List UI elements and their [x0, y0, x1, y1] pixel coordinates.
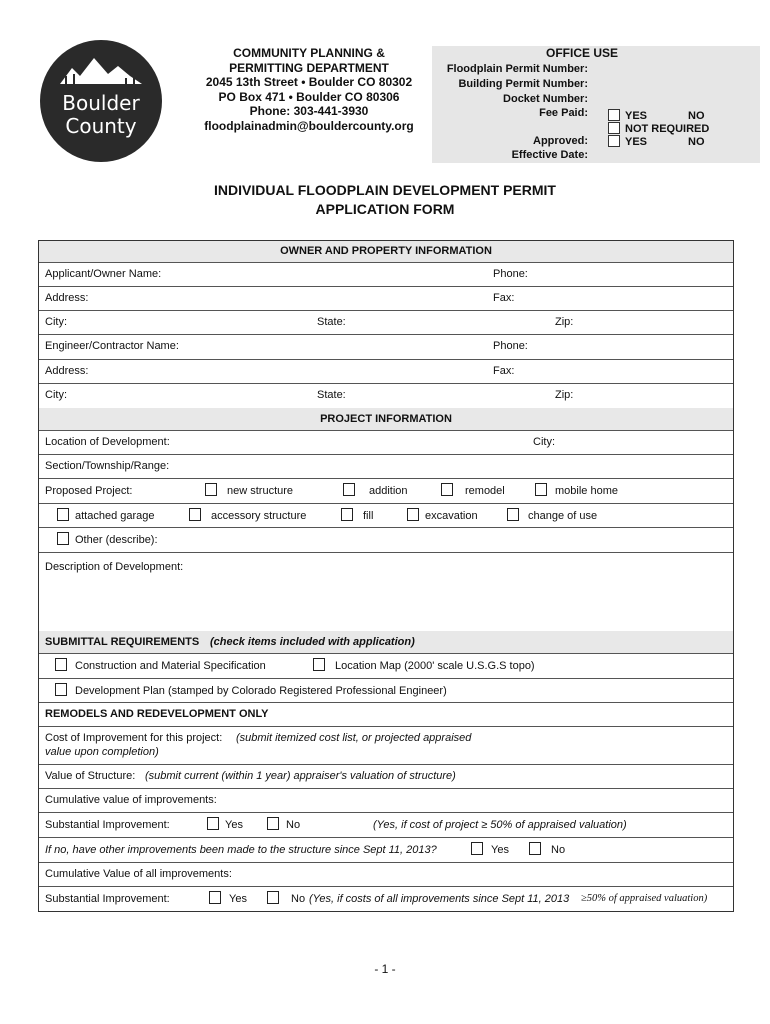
engineer-zip-label: Zip: — [555, 389, 574, 401]
substantial-row — [39, 812, 733, 838]
submittal-header — [39, 631, 733, 654]
page-number: - 1 - — [374, 962, 396, 976]
submittal-note: (check items included with application) — [210, 636, 415, 648]
cumulative-row[interactable] — [39, 788, 733, 813]
submittal-row-2 — [39, 678, 733, 703]
logo-text-boulder: Boulder — [62, 91, 140, 115]
other-improvements-no-label: No — [551, 844, 566, 856]
location-map-checkbox[interactable] — [313, 658, 325, 671]
address-label: Address: — [45, 292, 89, 304]
logo-text-county: County — [65, 114, 137, 138]
city-label: City: — [45, 316, 67, 328]
mobile-home-checkbox[interactable] — [535, 483, 547, 496]
engineer-city-label: City: — [45, 389, 67, 401]
approved-yes-label: YES — [625, 136, 648, 148]
boulder-county-logo — [40, 40, 162, 162]
form-title-line2: APPLICATION FORM — [315, 201, 455, 217]
other-improvements-no-checkbox[interactable] — [529, 842, 541, 855]
approved-label: Approved: — [533, 135, 588, 147]
dept-email: floodplainadmin@bouldercounty.org — [204, 118, 414, 133]
value-structure-label: Value of Structure: — [45, 770, 136, 782]
effective-date-label: Effective Date: — [511, 149, 588, 161]
engineer-address-label: Address: — [45, 365, 89, 377]
project-options-row — [39, 503, 733, 528]
substantial-all-note-b: ≥50% of appraised valuation) — [581, 893, 708, 904]
fill-checkbox[interactable] — [341, 508, 353, 521]
docket-number-label: Docket Number: — [503, 93, 588, 105]
submittal-title: SUBMITTAL REQUIREMENTS — [45, 636, 200, 648]
substantial-all-no-label: No — [291, 893, 306, 905]
development-plan-label: Development Plan (stamped by Colorado Registered Professional Engineer) — [75, 685, 447, 697]
fill-label: fill — [363, 510, 374, 522]
development-plan-checkbox[interactable] — [55, 683, 67, 696]
engineer-address-row[interactable] — [39, 359, 733, 384]
location-map-label: Location Map (2000' scale U.S.G.S topo) — [335, 660, 535, 672]
fee-not-required-label: NOT REQUIRED — [625, 123, 710, 135]
dept-line: Phone: 303-441-3930 — [249, 104, 369, 118]
engineer-state-label: State: — [317, 389, 346, 401]
section-township-row[interactable] — [39, 454, 733, 479]
other-row — [39, 527, 733, 553]
department-info — [190, 46, 428, 133]
submittal-row-1 — [39, 653, 733, 679]
addition-label: addition — [369, 485, 408, 497]
attached-garage-label: attached garage — [75, 510, 155, 522]
new-structure-label: new structure — [227, 485, 294, 497]
proposed-project-row — [39, 478, 733, 504]
substantial-all-note: (Yes, if costs of all improvements since Sept 11, 2013 — [309, 893, 570, 905]
other-improvements-yes-label: Yes — [491, 844, 509, 856]
project-section-header: PROJECT INFORMATION — [39, 408, 733, 431]
dept-line: PERMITTING DEPARTMENT — [229, 60, 389, 75]
engineer-city-row[interactable] — [39, 383, 733, 409]
zip-label: Zip: — [555, 316, 574, 328]
substantial-label: Substantial Improvement: — [45, 819, 170, 831]
fee-yes-label: YES — [625, 110, 648, 122]
substantial-all-yes-checkbox[interactable] — [209, 891, 221, 904]
floodplain-permit-label: Floodplain Permit Number: — [446, 63, 588, 75]
project-city-label: City: — [533, 436, 555, 448]
cost-note: (submit itemized cost list, or projected appraised — [236, 732, 472, 744]
description-label: Description of Development: — [45, 561, 184, 573]
new-structure-checkbox[interactable] — [205, 483, 217, 496]
state-label: State: — [317, 316, 346, 328]
substantial-no-label: No — [286, 819, 301, 831]
approved-yes-checkbox[interactable] — [608, 135, 620, 147]
application-form — [38, 240, 734, 912]
substantial-yes-label: Yes — [225, 819, 243, 831]
engineer-fax-label: Fax: — [493, 365, 515, 377]
excavation-checkbox[interactable] — [407, 508, 419, 521]
remodel-label: remodel — [465, 485, 505, 497]
attached-garage-checkbox[interactable] — [57, 508, 69, 521]
applicant-phone-label: Phone: — [493, 268, 528, 280]
mobile-home-label: mobile home — [555, 485, 618, 497]
fee-paid-yes-checkbox[interactable] — [608, 109, 620, 121]
cumulative-label: Cumulative value of improvements: — [45, 794, 217, 806]
other-improvements-question: If no, have other improvements been made to the structure since Sept 11, 2013? — [45, 844, 437, 856]
mountain-icon — [58, 54, 144, 86]
fee-paid-label: Fee Paid: — [539, 107, 588, 119]
office-use-box — [432, 46, 760, 163]
applicant-city-row[interactable] — [39, 310, 733, 335]
approved-no-label: NO — [688, 136, 705, 148]
accessory-structure-checkbox[interactable] — [189, 508, 201, 521]
remodel-checkbox[interactable] — [441, 483, 453, 496]
dept-line: PO Box 471 • Boulder CO 80306 — [218, 89, 400, 104]
accessory-structure-label: accessory structure — [211, 510, 307, 522]
engineer-phone-label: Phone: — [493, 340, 528, 352]
engineer-row[interactable] — [39, 334, 733, 360]
form-title — [0, 181, 770, 219]
substantial-note: (Yes, if cost of project ≥ 50% of appraised valuation) — [373, 819, 627, 831]
substantial-all-no-checkbox[interactable] — [267, 891, 279, 904]
substantial-no-checkbox[interactable] — [267, 817, 279, 830]
location-row[interactable] — [39, 430, 733, 455]
substantial-all-row — [39, 886, 733, 911]
remodels-title: REMODELS AND REDEVELOPMENT ONLY — [45, 708, 269, 720]
value-structure-row[interactable] — [39, 764, 733, 789]
change-of-use-checkbox[interactable] — [507, 508, 519, 521]
cost-row[interactable] — [39, 726, 733, 765]
applicant-row[interactable] — [39, 262, 733, 287]
proposed-project-label: Proposed Project: — [45, 485, 133, 497]
fax-label: Fax: — [493, 292, 515, 304]
construction-spec-checkbox[interactable] — [55, 658, 67, 671]
office-use-title: OFFICE USE — [545, 46, 618, 60]
section-township-label: Section/Township/Range: — [45, 460, 170, 472]
construction-spec-label: Construction and Material Specification — [75, 660, 266, 672]
cost-note-cont: value upon completion) — [45, 746, 159, 758]
dept-line: 2045 13th Street • Boulder CO 80302 — [205, 75, 413, 89]
location-label: Location of Development: — [45, 436, 170, 448]
fee-no-label: NO — [688, 110, 705, 122]
cost-label: Cost of Improvement for this project: — [45, 732, 223, 744]
substantial-all-yes-label: Yes — [229, 893, 247, 905]
value-structure-note: (submit current (within 1 year) appraiser's valuation of structure) — [145, 770, 456, 782]
other-improvements-row — [39, 837, 733, 863]
form-title-line1: INDIVIDUAL FLOODPLAIN DEVELOPMENT PERMIT — [214, 182, 556, 198]
cumulative-all-row[interactable] — [39, 862, 733, 887]
owner-section-header: OWNER AND PROPERTY INFORMATION — [39, 241, 733, 263]
applicant-address-row[interactable] — [39, 286, 733, 311]
cumulative-all-label: Cumulative Value of all improvements: — [45, 868, 232, 880]
dept-line: COMMUNITY PLANNING & — [233, 46, 385, 60]
other-describe-label: Other (describe): — [75, 534, 158, 546]
other-improvements-yes-checkbox[interactable] — [471, 842, 483, 855]
substantial-yes-checkbox[interactable] — [207, 817, 219, 830]
remodels-header — [39, 702, 733, 727]
engineer-name-label: Engineer/Contractor Name: — [45, 340, 179, 352]
change-of-use-label: change of use — [528, 510, 598, 522]
applicant-name-label: Applicant/Owner Name: — [45, 268, 162, 280]
description-row[interactable] — [39, 552, 733, 632]
other-checkbox[interactable] — [57, 532, 69, 545]
fee-not-required-checkbox[interactable] — [608, 122, 620, 134]
excavation-label: excavation — [425, 510, 478, 522]
addition-checkbox[interactable] — [343, 483, 355, 496]
substantial-all-label: Substantial Improvement: — [45, 893, 170, 905]
building-permit-label: Building Permit Number: — [458, 78, 588, 90]
